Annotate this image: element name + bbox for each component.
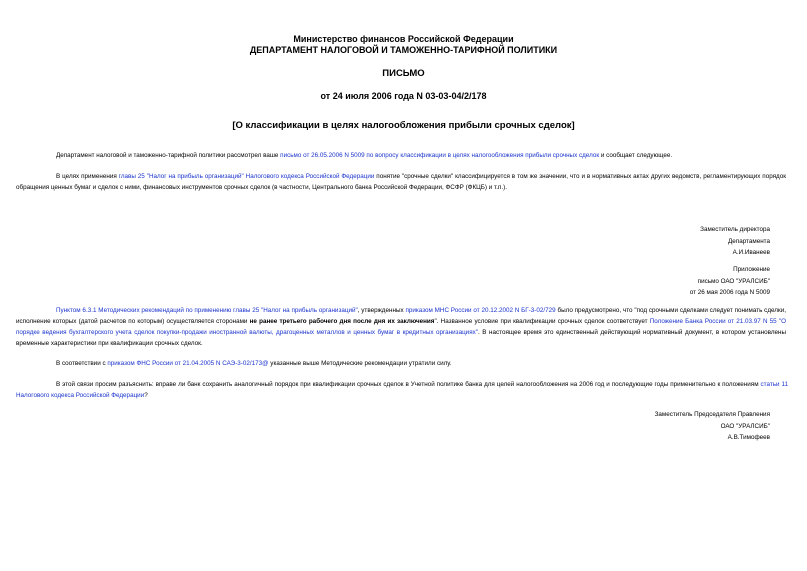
paragraph-text: и сообщает следующее. xyxy=(599,152,673,159)
paragraph-text: В соответствии с xyxy=(56,360,108,367)
paragraph-intro xyxy=(16,150,786,161)
document-date-number: от 24 июля 2006 года N 03-03-04/2/178 xyxy=(320,91,487,101)
signature-block-deputy-director xyxy=(700,224,770,259)
signature-organization: ОАО "УРАЛСИБ" xyxy=(720,422,770,430)
link-mns-order[interactable]: приказом МНС России от 20.12.2002 N БГ-3-02/729 xyxy=(405,307,556,314)
ministry-name: Министерство финансов Российской Федерации xyxy=(293,34,514,44)
document-subject: [О классификации в целях налогообложения прибыли срочных сделок] xyxy=(232,120,575,131)
paragraph-text: В целях применения xyxy=(56,173,119,180)
paragraph-question xyxy=(16,379,788,401)
link-clause-6-3-1[interactable]: Пунктом 6.3.1 Методических рекомендаций по применению главы 25 "Налог на прибыль организаций" xyxy=(56,307,358,314)
link-bank-regulation-55[interactable]: Положение Банка России от 21.03.97 N 55 "О порядке ведения бухгалтерского учета сделок покупки-продажи иностранной валюты, драгоценных металлов и ценных бумаг в кредитных организациях" xyxy=(16,318,786,336)
paragraph-fns-order xyxy=(16,358,786,369)
link-letter-5009[interactable]: письмо от 26.05.2006 N 5009 по вопросу классификации в целях налогообложения прибыли срочных сделок xyxy=(280,152,600,159)
paragraph-text: указанные выше Методические рекомендации утратили силу. xyxy=(268,360,452,367)
paragraph-text: ". Названное условие при квалификации срочных сделок соответствует xyxy=(434,318,650,325)
paragraph-text: понятие "срочные сделки" классифицируется в том же значении, что и в нормативных актах других ведомств, регламентирующих порядок обращения ценных бумаг и сделок с ними, финансовых инструментов срочных сделок (в частности, Центрального банка Российской Федерации, ФСФР (ФКЦБ) и т.п.). xyxy=(16,173,786,191)
signature-block-deputy-chairman xyxy=(655,409,770,444)
emphasis-text: не ранее третьего рабочего дня после дня их заключения xyxy=(249,318,435,325)
department-name: ДЕПАРТАМЕНТ НАЛОГОВОЙ И ТАМОЖЕННО-ТАРИФНОЙ ПОЛИТИКИ xyxy=(249,45,558,55)
signature-position: Заместитель директора xyxy=(700,226,770,233)
paragraph-definition xyxy=(16,171,786,193)
document-type: ПИСЬМО xyxy=(382,68,425,79)
paragraph-text: Департамент налоговой и таможенно-тарифной политики рассмотрел ваше xyxy=(56,152,281,159)
paragraph-text: . В настоящее время это единственный действующий нормативный документ, в котором установлены временные характеристики при квалификации срочных сделок. xyxy=(16,329,786,347)
appendix-date: от 26 мая 2006 года N 5009 xyxy=(689,289,770,296)
link-fns-order[interactable]: приказом ФНС России от 21.04.2005 N САЭ-3-02/173@ xyxy=(107,360,269,367)
appendix-reference: письмо ОАО "УРАЛСИБ" xyxy=(697,277,770,285)
paragraph-recommendations xyxy=(16,305,786,349)
paragraph-text: ? xyxy=(144,392,148,399)
paragraph-text: , утвержденных xyxy=(357,307,406,314)
signature-name: А.В.Тимофеев xyxy=(727,434,770,441)
link-article-11[interactable]: статьи 11 Налогового кодекса Российской Федерации xyxy=(16,381,788,399)
paragraph-text: В этой связи просим разъяснить: вправе ли банк сохранить аналогичный порядок при квалификации срочных сделок в Учетной политике банка для целей налогообложения на 2006 год и последующие годы применительно к положениям xyxy=(56,381,761,388)
paragraph-text: было предусмотрено, что "под срочными сделками следует понимать сделки, исполнение которых (датой расчетов по которым) осуществляется сторонами xyxy=(16,307,786,325)
appendix-block xyxy=(690,264,770,299)
link-chapter-25[interactable]: главы 25 "Налог на прибыль организаций" Налогового кодекса Российской Федерации xyxy=(118,173,375,180)
signature-position: Заместитель Председателя Правления xyxy=(654,411,770,418)
appendix-title: Приложение xyxy=(733,266,770,273)
signature-unit: Департамента xyxy=(728,237,770,245)
signature-name: А.И.Иванеев xyxy=(732,249,770,256)
